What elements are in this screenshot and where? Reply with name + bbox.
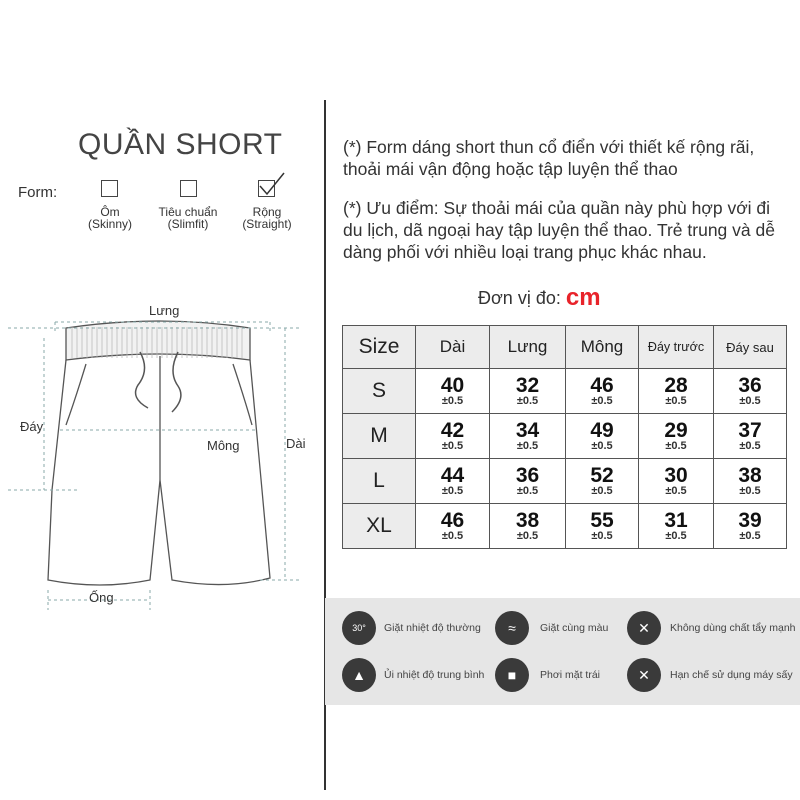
measurement-value: 40 xyxy=(440,373,465,397)
form-option-label: Tiêu chuẩn xyxy=(158,205,218,219)
wash-normal-temp-icon xyxy=(342,611,376,645)
measurement-cell xyxy=(714,504,787,549)
measurement-value: 42 xyxy=(440,418,465,442)
measurement-value: 46 xyxy=(440,508,465,532)
checkmark-icon xyxy=(256,171,286,199)
size-cell: M xyxy=(343,414,416,459)
unit-line xyxy=(478,284,601,312)
measurement-value: 28 xyxy=(664,373,688,397)
unit-label: Đơn vị đo: xyxy=(478,288,561,308)
table-header-cell: Đáy sau xyxy=(714,326,787,369)
measurement-value: 30 xyxy=(664,463,688,487)
measurement-value: 38 xyxy=(738,463,762,487)
measurement-cell xyxy=(416,369,490,414)
tolerance-value: ±0.5 xyxy=(591,529,613,542)
measurement-cell xyxy=(490,414,566,459)
size-cell: XL xyxy=(343,504,416,549)
table-row xyxy=(343,504,787,549)
care-text: Giặt nhiệt độ thường xyxy=(384,622,481,634)
measurement-cell xyxy=(639,459,714,504)
tolerance-value: ±0.5 xyxy=(516,439,539,452)
measurement-value: 37 xyxy=(738,418,762,442)
tolerance-value: ±0.5 xyxy=(441,439,464,452)
crotch-label: Đáy xyxy=(20,419,44,434)
measurement-cell xyxy=(639,369,714,414)
measurement-value: 29 xyxy=(664,418,688,442)
tolerance-value: ±0.5 xyxy=(591,484,613,497)
measurement-value: 36 xyxy=(515,463,540,487)
leg-opening-label: Ống xyxy=(89,590,114,605)
measurement-cell xyxy=(490,369,566,414)
tolerance-value: ±0.5 xyxy=(516,484,539,497)
tolerance-value: ±0.5 xyxy=(441,529,464,542)
form-option-sublabel: (Slimfit) xyxy=(167,217,209,231)
table-row xyxy=(343,459,787,504)
tolerance-value: ±0.5 xyxy=(591,439,613,452)
tolerance-value: ±0.5 xyxy=(739,529,761,542)
unit-value: cm xyxy=(565,284,601,311)
tolerance-value: ±0.5 xyxy=(665,394,687,407)
measurement-value: 32 xyxy=(515,373,540,397)
table-header-cell: Size xyxy=(343,326,416,369)
measurement-value: 38 xyxy=(515,508,540,532)
measurement-cell xyxy=(416,414,490,459)
measurement-cell xyxy=(714,369,787,414)
care-instructions-panel xyxy=(325,598,800,705)
measurement-cell xyxy=(490,504,566,549)
table-header-cell: Dài xyxy=(416,326,490,369)
measurement-cell xyxy=(639,504,714,549)
table-header-cell: Lưng xyxy=(490,326,566,369)
measurement-cell xyxy=(416,504,490,549)
measurement-value: 44 xyxy=(440,463,465,487)
care-text: Ủi nhiệt độ trung bình xyxy=(384,669,485,681)
shorts-diagram xyxy=(0,290,322,620)
measurement-cell xyxy=(566,369,639,414)
care-text: Phơi mặt trái xyxy=(540,669,600,681)
tolerance-value: ±0.5 xyxy=(665,529,687,542)
measurement-value: 52 xyxy=(590,463,614,487)
tolerance-value: ±0.5 xyxy=(441,484,464,497)
measurement-value: 39 xyxy=(738,508,762,532)
measurement-cell xyxy=(416,459,490,504)
wash-same-color-icon: ≈ xyxy=(495,611,529,645)
form-option-checkbox-slimfit[interactable] xyxy=(180,180,197,197)
tolerance-value: ±0.5 xyxy=(739,439,761,452)
tolerance-value: ±0.5 xyxy=(665,484,687,497)
limit-dryer-icon: ✕ xyxy=(627,658,661,692)
measurement-cell xyxy=(566,504,639,549)
form-option-sublabel: (Skinny) xyxy=(87,217,132,231)
form-option-sublabel: (Straight) xyxy=(242,217,292,231)
form-option-label: Ôm xyxy=(100,205,120,219)
measurement-value: 31 xyxy=(664,508,688,532)
table-header-cell: Đáy trước xyxy=(639,326,714,369)
table-header-row xyxy=(343,326,787,369)
measurement-cell xyxy=(714,459,787,504)
form-option-slimfit xyxy=(143,206,233,230)
measurement-value: 49 xyxy=(590,418,614,442)
measurement-cell xyxy=(566,414,639,459)
form-option-label: Rộng xyxy=(252,205,282,219)
wash-temp-label: 30° xyxy=(352,623,366,633)
form-option-checkbox-skinny[interactable] xyxy=(101,180,118,197)
measurement-cell xyxy=(639,414,714,459)
table-row xyxy=(343,369,787,414)
description-advantages: (*) Ưu điểm: Sự thoải mái của quần này phù hợp với đi du lịch, dã ngoại hay tập luyện thể thao. Trẻ trung và dễ dàng phối với nhiều loại trang phục khác nhau. xyxy=(343,198,775,262)
care-text: Không dùng chất tẩy mạnh xyxy=(670,622,796,634)
tolerance-value: ±0.5 xyxy=(591,394,613,407)
table-row xyxy=(343,414,787,459)
hip-label: Mông xyxy=(207,438,240,453)
tolerance-value: ±0.5 xyxy=(665,439,687,452)
form-option-straight xyxy=(222,206,312,230)
measurement-cell xyxy=(490,459,566,504)
table-header-cell: Mông xyxy=(566,326,639,369)
tolerance-value: ±0.5 xyxy=(516,394,539,407)
description-form: (*) Form dáng short thun cổ điển với thiết kế rộng rãi, thoải mái vận động hoặc tập luyện thể thao xyxy=(343,137,755,179)
measurement-value: 34 xyxy=(515,418,540,442)
measurement-cell xyxy=(714,414,787,459)
measurement-value: 36 xyxy=(738,373,762,397)
size-table xyxy=(342,325,787,549)
waist-label: Lưng xyxy=(149,303,180,318)
measurement-value: 46 xyxy=(590,373,614,397)
tolerance-value: ±0.5 xyxy=(739,394,761,407)
care-text: Giặt cùng màu xyxy=(540,622,609,634)
tolerance-value: ±0.5 xyxy=(516,529,539,542)
dry-inside-out-icon: ■ xyxy=(495,658,529,692)
tolerance-value: ±0.5 xyxy=(739,484,761,497)
page-title: QUẦN SHORT xyxy=(78,128,283,161)
tolerance-value: ±0.5 xyxy=(441,394,464,407)
no-bleach-icon: ✕ xyxy=(627,611,661,645)
form-label: Form: xyxy=(18,184,58,201)
care-text: Hạn chế sử dụng máy sấy xyxy=(670,669,793,681)
size-cell: L xyxy=(343,459,416,504)
measurement-value: 55 xyxy=(590,508,614,532)
form-option-skinny xyxy=(65,206,155,230)
length-label: Dài xyxy=(286,436,306,451)
size-cell: S xyxy=(343,369,416,414)
measurement-cell xyxy=(566,459,639,504)
iron-medium-icon: ▲ xyxy=(342,658,376,692)
